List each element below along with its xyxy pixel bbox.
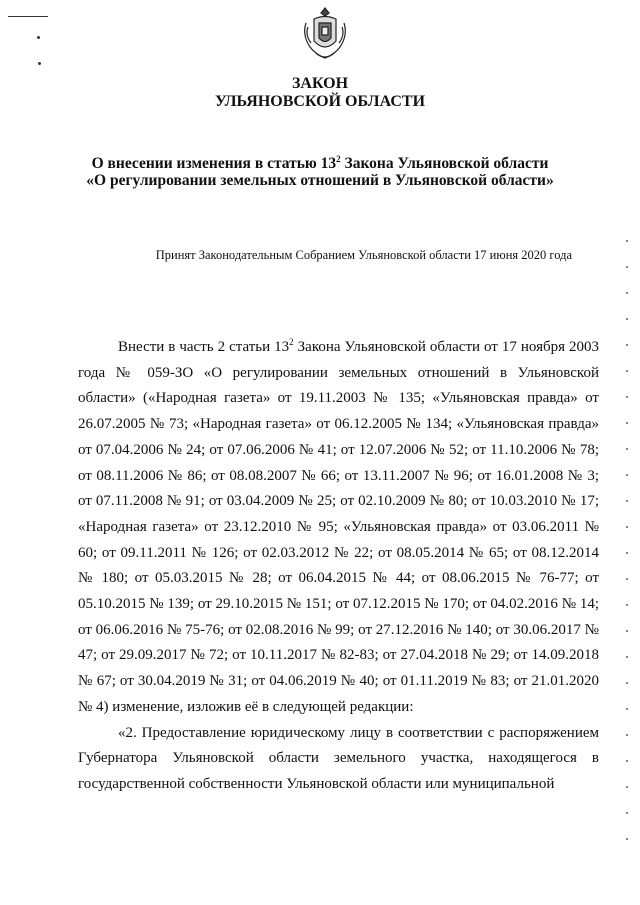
adoption-note: Принят Законодательным Собранием Ульяновской области 17 июня 2020 года xyxy=(155,248,572,262)
scan-artifact-dot xyxy=(37,36,40,39)
law-region: УЛЬЯНОВСКОЙ ОБЛАСТИ xyxy=(214,93,426,110)
paragraph-amendment: Внести в часть 2 статьи $13^2$ Закона Ульяновской области от 17 ноября 2003 года № 059-ЗО «О регулировании земельных отношений в Ульяновской области» («Народная газета» от 19.11.2003 № 135; «Ульяновская правда» от 26.07.2005 № 73; «Народная газета» от 06.12.2005 № 134; «Ульяновская правда» от 07.04.2006 № 24; от 07.06.2006 № 41; от 12.07.2006 № 52; от 11.10.2006 № 78; от 08.11.2006 № 86; от 08.08.2007 № 66; от 13.11.2007 № 96; от 16.01.2008 № 3; от 07.11.2008 № 91; от 03.04.2009 № 25; от 02.10.2009 № 80; от 10.03.2010 № 17; «Народная газета» от 23.12.2010 № 95; «Ульяновская правда» от 03.06.2011 № 60; от 09.11.2011 № 126; от 02.03.2012 № 22; от 08.05.2014 № 65; от 08.12.2014 № 180; от 05.03.2015 № 28; от 06.04.2015 № 44; от 08.06.2015 № 76-77; от 05.10.2015 № 139; от 29.10.2015 № 151; от 07.12.2015 № 170; от 04.02.2016 № 14; от 06.06.2016 № 75-76; от 02.08.2016 № 99; от 27.12.2016 № 140; от 30.06.2017 № 47; от 29.09.2017 № 72; от 10.11.2017 № 82-83; от 27.04.2018 № 29; от 14.09.2018 № 67; от 30.04.2019 № 31; от 04.06.2019 № 40; от 01.11.2019 № 83; от 21.01.2020 № 4) изменение, изложив её в следующей редакции: xyxy=(78,337,599,715)
law-body xyxy=(78,330,599,798)
paragraph-new-wording: «2. Предоставление юридическому лицу в соответствии с распоряжением Губернатора Ульяновской области земельного участка, находящегося в государственной собственности Ульяновской области или муниципальной xyxy=(78,724,599,792)
scan-artifact-dot xyxy=(38,62,41,65)
law-subject-line2: «О регулировании земельных отношений в Ульяновской области» xyxy=(86,172,554,189)
scan-margin-artifact xyxy=(626,240,628,840)
scan-artifact-line xyxy=(8,16,48,17)
law-title: ЗАКОН xyxy=(291,75,349,92)
coat-of-arms-emblem xyxy=(296,5,354,63)
law-subject-line1: О внесении изменения в статью $13^2$ Закона Ульяновской области xyxy=(91,154,549,173)
